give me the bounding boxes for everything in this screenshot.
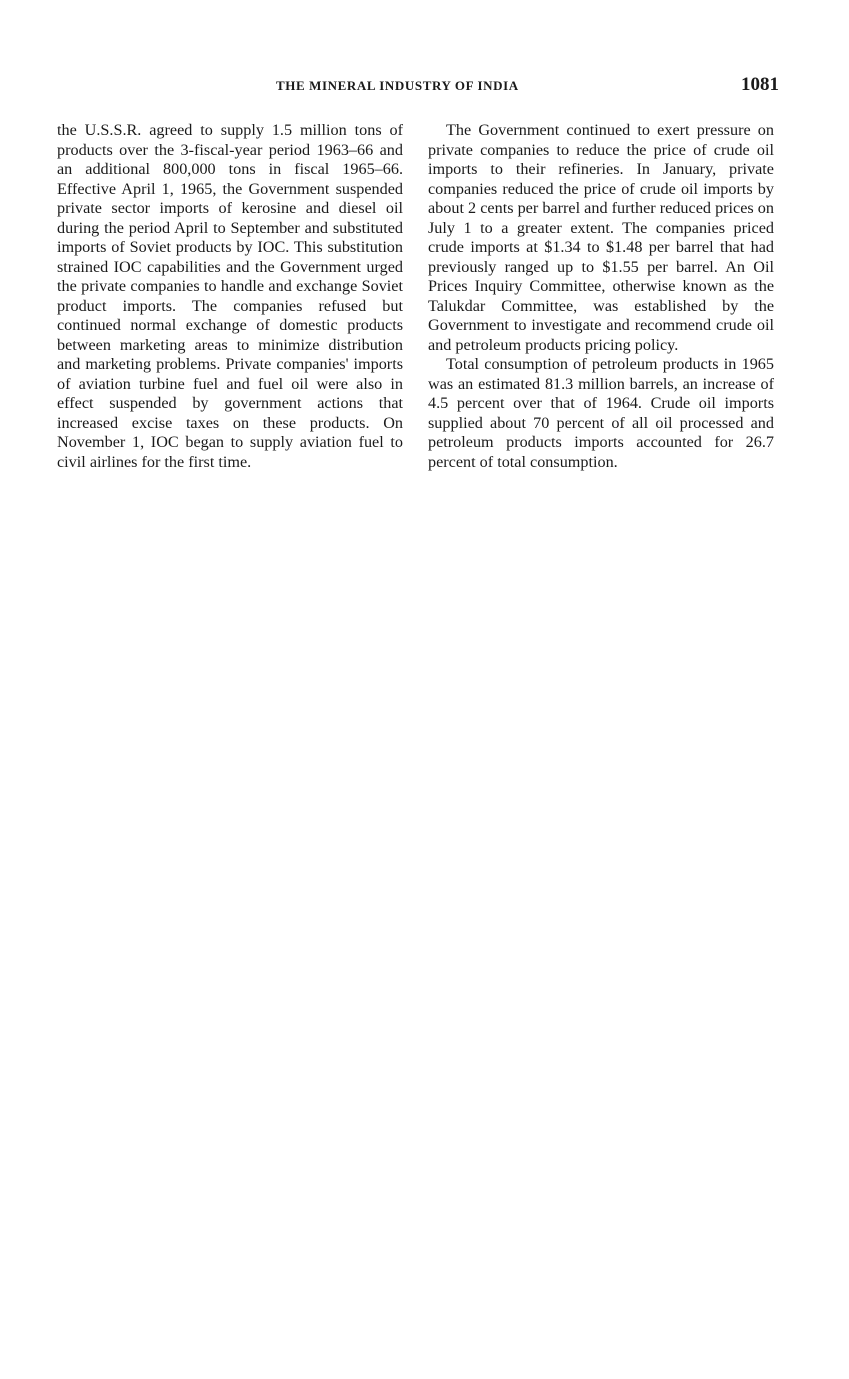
right-column	[428, 121, 774, 472]
left-paragraph-1: the U.S.S.R. agreed to supply 1.5 million tons of products over the 3-fiscal-year period 1963–66 and an additional 800,000 tons in fiscal 1965–66. Effective April 1, 1965, the Government suspended private sector imports of kerosine and diesel oil during the period April to September and substituted imports of Soviet products by IOC. This substitution strained IOC capabilities and the Government urged the private companies to handle and exchange Soviet product imports. The companies refused but continued normal exchange of domestic products between marketing areas to minimize distribution and marketing problems. Private companies' imports of aviation turbine fuel and fuel oil were also in effect suspended by government actions that increased excise taxes on these products. On November 1, IOC began to supply aviation fuel to civil airlines for the first time.	[57, 121, 403, 471]
left-column	[57, 121, 403, 472]
right-paragraph-2: Total consumption of petroleum products in 1965 was an estimated 81.3 million barrels, an increase of 4.5 percent over that of 1964. Crude oil imports supplied about 70 percent of all oil processed and petroleum products imports accounted for 26.7 percent of total consumption.	[428, 355, 774, 471]
running-title: THE MINERAL INDUSTRY OF INDIA	[276, 78, 519, 93]
right-paragraph-1: The Government continued to exert pressure on private companies to reduce the price of crude oil imports to their refineries. In January, private companies reduced the price of crude oil imports by about 2 cents per barrel and further reduced prices on July 1 to a greater extent. The companies priced crude imports at $1.34 to $1.48 per barrel that had previously ranged up to $1.55 per barrel. An Oil Prices Inquiry Committee, otherwise known as the Talukdar Committee, was established by the Government to investigate and recommend crude oil and petroleum products pricing policy.	[428, 121, 774, 354]
page-number: 1081	[741, 74, 779, 95]
